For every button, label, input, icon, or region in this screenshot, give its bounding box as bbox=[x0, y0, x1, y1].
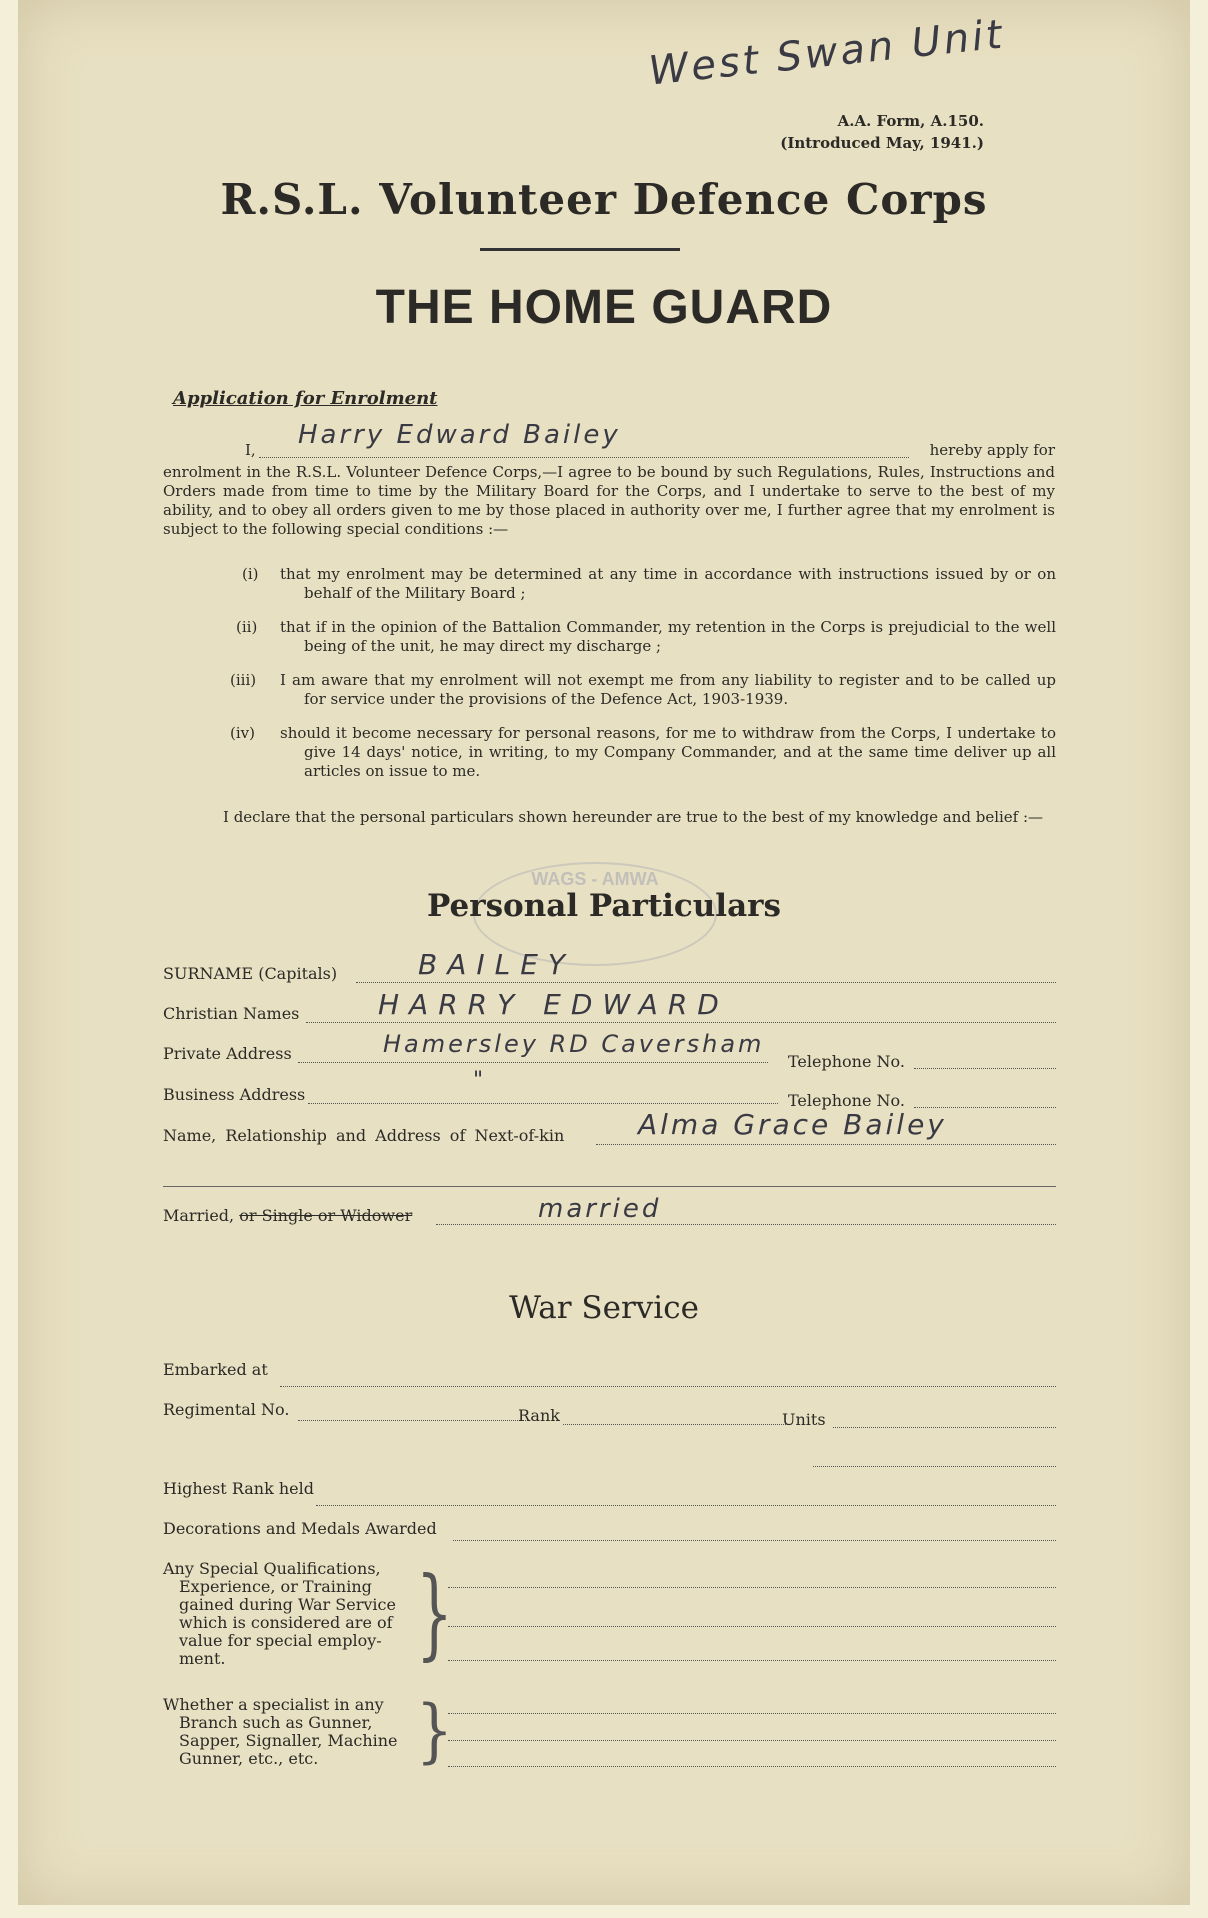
rank-line bbox=[563, 1424, 788, 1425]
married-struck-text: or Single or Widower bbox=[239, 1206, 413, 1225]
decorations-line bbox=[453, 1540, 1056, 1541]
married-label-text: Married, bbox=[163, 1206, 235, 1225]
specialist-line: Gunner, etc., etc. bbox=[179, 1749, 319, 1768]
surname-value: BAILEY bbox=[418, 948, 576, 981]
business-address-value: " bbox=[473, 1068, 487, 1093]
applicant-name: Harry Edward Bailey bbox=[298, 420, 621, 450]
next-of-kin-line-2 bbox=[163, 1186, 1056, 1187]
private-address-label: Private Address bbox=[163, 1044, 292, 1063]
condition-item bbox=[228, 671, 1056, 709]
specialist-line-3 bbox=[448, 1766, 1056, 1767]
business-address-line bbox=[308, 1103, 778, 1104]
private-telephone-line bbox=[914, 1068, 1056, 1069]
special-line: ment. bbox=[179, 1649, 226, 1668]
surname-line bbox=[356, 982, 1056, 983]
form-reference bbox=[780, 110, 984, 154]
war-service-heading: War Service bbox=[509, 1290, 699, 1326]
special-brace: } bbox=[416, 1555, 453, 1671]
condition-item bbox=[228, 618, 1056, 656]
decorations-label: Decorations and Medals Awarded bbox=[163, 1519, 437, 1538]
private-telephone-label: Telephone No. bbox=[788, 1052, 905, 1071]
handwritten-annotation: West Swan Unit bbox=[646, 11, 1007, 95]
special-line: Any Special Qualifications, bbox=[163, 1559, 381, 1578]
highest-rank-label: Highest Rank held bbox=[163, 1479, 314, 1498]
specialist-brace: } bbox=[416, 1689, 453, 1771]
private-address-value: Hamersley RD Caversham bbox=[383, 1030, 765, 1058]
special-line: gained during War Service bbox=[179, 1595, 396, 1614]
specialist-line: Whether a specialist in any bbox=[163, 1695, 384, 1714]
special-line-1 bbox=[448, 1587, 1056, 1588]
specialist-label bbox=[163, 1696, 398, 1768]
title-divider bbox=[480, 248, 680, 251]
special-qualifications-label bbox=[163, 1560, 396, 1668]
christian-names-value: HARRY EDWARD bbox=[378, 988, 729, 1021]
private-address-line bbox=[298, 1062, 768, 1063]
regimental-no-line bbox=[298, 1420, 530, 1421]
business-address-label: Business Address bbox=[163, 1085, 306, 1104]
units-label: Units bbox=[782, 1410, 826, 1429]
condition-number: (ii) bbox=[236, 618, 258, 636]
special-line: value for special employ- bbox=[179, 1631, 382, 1650]
form-introduced: (Introduced May, 1941.) bbox=[780, 134, 984, 152]
married-value: married bbox=[538, 1194, 662, 1224]
form-page bbox=[18, 0, 1190, 1905]
married-line bbox=[436, 1224, 1056, 1225]
declaration-prefix: I, bbox=[245, 441, 256, 459]
condition-number: (iv) bbox=[230, 724, 255, 742]
special-line-2 bbox=[448, 1626, 1056, 1627]
specialist-line-1 bbox=[448, 1713, 1056, 1714]
specialist-line: Branch such as Gunner, bbox=[179, 1713, 373, 1732]
condition-item bbox=[228, 724, 1056, 781]
page-subtitle: THE HOME GUARD bbox=[375, 281, 833, 334]
units-line bbox=[833, 1427, 1056, 1428]
married-label bbox=[163, 1206, 412, 1226]
units-line-2 bbox=[813, 1466, 1056, 1467]
special-line: Experience, or Training bbox=[179, 1577, 372, 1596]
declaration-body: enrolment in the R.S.L. Volunteer Defence Corps,—I agree to be bound by such Regulations, Rules, Instructions and Orders made from time to time by the Military Board for the Corps, and I undertake to serve to the best of my ability, and to obey all orders given to me by those placed in authority over me, I further agree that my enrolment is subject to the following special conditions :— bbox=[163, 463, 1055, 538]
form-number: A.A. Form, A.150. bbox=[837, 112, 984, 130]
application-heading: Application for Enrolment bbox=[173, 388, 438, 409]
condition-text: that if in the opinion of the Battalion Commander, my retention in the Corps is prejudicial to the well being of the unit, he may direct my discharge ; bbox=[280, 618, 1056, 655]
name-line bbox=[259, 457, 909, 458]
condition-item bbox=[228, 565, 1056, 603]
special-line-3 bbox=[448, 1660, 1056, 1661]
personal-particulars-heading: Personal Particulars bbox=[427, 888, 781, 924]
christian-names-line bbox=[306, 1022, 1056, 1023]
specialist-line: Sapper, Signaller, Machine bbox=[179, 1731, 398, 1750]
declaration-first-line bbox=[163, 420, 1055, 460]
page-title: R.S.L. Volunteer Defence Corps bbox=[220, 175, 988, 224]
next-of-kin-value: Alma Grace Bailey bbox=[638, 1108, 947, 1141]
declaration-suffix: hereby apply for bbox=[929, 441, 1055, 459]
condition-text: I am aware that my enrolment will not exempt me from any liability to register and to be called up for service under the provisions of the Defence Act, 1903-1939. bbox=[280, 671, 1056, 708]
condition-text: that my enrolment may be determined at any time in accordance with instructions issued by or on behalf of the Military Board ; bbox=[280, 565, 1056, 602]
next-of-kin-label: Name, Relationship and Address of Next-of-kin bbox=[163, 1126, 565, 1145]
christian-names-label: Christian Names bbox=[163, 1004, 300, 1023]
condition-text: should it become necessary for personal reasons, for me to withdraw from the Corps, I undertake to give 14 days' notice, in writing, to my Company Commander, and at the same time deliver up all articles on issue to me. bbox=[280, 724, 1056, 780]
condition-number: (i) bbox=[242, 565, 259, 583]
condition-number: (iii) bbox=[230, 671, 257, 689]
next-of-kin-line bbox=[596, 1144, 1056, 1145]
business-telephone-label: Telephone No. bbox=[788, 1091, 905, 1110]
faded-stamp: WAGS - AMWA bbox=[473, 862, 717, 966]
embarked-label: Embarked at bbox=[163, 1360, 268, 1379]
surname-label: SURNAME (Capitals) bbox=[163, 964, 338, 983]
regimental-no-label: Regimental No. bbox=[163, 1400, 290, 1419]
special-line: which is considered are of bbox=[179, 1613, 393, 1632]
belief-statement: I declare that the personal particulars shown hereunder are true to the best of my knowledge and belief :— bbox=[223, 808, 1044, 826]
specialist-line-2 bbox=[448, 1740, 1056, 1741]
highest-rank-line bbox=[316, 1505, 1056, 1506]
embarked-line bbox=[280, 1386, 1056, 1387]
rank-label: Rank bbox=[518, 1406, 560, 1425]
